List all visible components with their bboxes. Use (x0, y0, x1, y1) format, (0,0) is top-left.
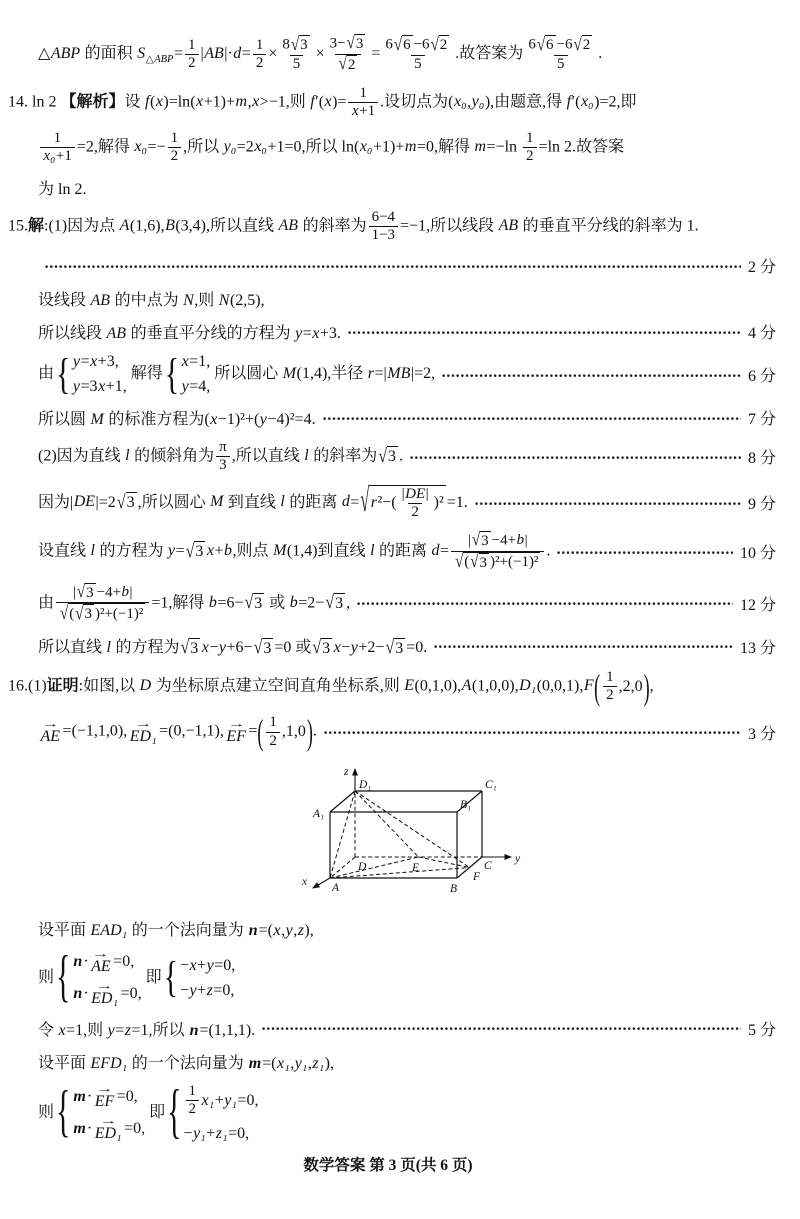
score-label: 5 分 (747, 1021, 776, 1039)
score-label: 6 分 (747, 368, 776, 385)
dotted-leader (348, 331, 741, 335)
line-text: 设平面 EFD₁ 的一个法向量为 m=(x₁,y₁,z₁), (38, 1054, 334, 1072)
vertex-label-c1: C₁ (485, 778, 497, 791)
line-text: 设平面 EAD₁ 的一个法向量为 n=(x,y,z), (38, 921, 314, 939)
doc-line-1 (0, 34, 776, 75)
line-text: △ABP 的面积 $S_{\triangle ABP}=$ $\frac{1}{2}$ |AB|·d= $\frac{1}{2}$ × 8 √ 3 5 × 3− √ 3 √ 2 = 6 √ 6 −6 √ 2 5 .故答案为 6 √ 6 −6 √ 2 5 . (38, 34, 603, 74)
dotted-leader (410, 456, 741, 460)
line-text: 由 { y=x+3, y=3x+1, 解得 { x=1, y=4, 所以圆心 M(1,4),半径 r=|MB|=2, (38, 350, 436, 398)
vertex-label-a: A (332, 881, 340, 894)
doc-line-11 (0, 439, 776, 475)
line-text: 为 ln 2. (38, 180, 87, 198)
score-label: 12 分 (739, 596, 776, 614)
vertex-label-f: F (473, 870, 481, 883)
score-label: 9 分 (747, 496, 776, 514)
line-text: 则 { m · → EF =0, m · → ED₁ =0, 即 { $\frac{1}{2}$ x₁+y₁=0, −y₁+z₁=0, (38, 1078, 259, 1146)
doc-line-14 (0, 583, 776, 625)
dotted-leader (262, 1027, 741, 1031)
doc-line-16 (0, 666, 776, 707)
dotted-leader (442, 374, 741, 378)
line-text: 由 | √ 3 −4+b| √ ( √ 3 )²+(−1)² =1,解得 b=6− √ 3 或 b=2− √ 3 , (38, 582, 351, 624)
line-text: 14. ln 2 【解析】设 f(x)=ln(x+1)+m,x>−1,则 f′(x)= $\frac{1}{x+1}$ .设切点为(x₀,y₀),由题意,得 f′(x₀)=2,即 (8, 84, 637, 119)
dotted-leader (323, 417, 741, 421)
doc-line-10 (0, 406, 776, 429)
dotted-leader (434, 645, 733, 649)
line-text: (2)因为直线 l 的倾斜角为 $\frac{\pi}{3}$ ,所以直线 l 的斜率为 √ 3 . (38, 439, 403, 474)
doc-line-13 (0, 531, 776, 573)
vertex-label-d1: D₁ (359, 778, 372, 791)
score-label: 2 分 (747, 259, 776, 276)
line-text: 令 x=1,则 y=z=1,所以 n=(1,1,1). (38, 1021, 256, 1039)
doc-line-21 (0, 1017, 776, 1040)
line-text: $\frac{1}{\text{x₀+1}}$ =2,解得 x₀=− $\frac{1}{2}$ ,所以 y₀=2x₀+1=0,所以 ln(x₀+1)+m=0,解得 m=−ln $\frac{1}{2}$ =ln 2.故答案 (38, 130, 624, 166)
vertex-label-c: C (484, 859, 492, 872)
cuboid-figure (298, 760, 530, 902)
vertex-label-b: B (450, 882, 458, 895)
dotted-leader (475, 502, 741, 506)
doc-line-3 (0, 130, 776, 166)
score-label: 7 分 (747, 411, 776, 428)
axis-label-y: y (515, 852, 521, 865)
doc-line-2 (0, 85, 776, 121)
line-text: 设线段 AB 的中点为 N,则 N(2,5), (38, 292, 265, 309)
doc-line-17 (0, 714, 776, 750)
doc-line-15 (0, 634, 776, 659)
line-text: 所以线段 AB 的垂直平分线的方程为 y=x+3. (38, 325, 341, 342)
dotted-leader (324, 731, 741, 735)
doc-line-22 (0, 1050, 776, 1073)
line-text: 15.解:(1)因为点 A(1,6),B(3,4),所以直线 AB 的斜率为 $\frac{6-4}{1-3}$ =−1,所以线段 AB 的垂直平分线的斜率为 1. (8, 208, 699, 243)
doc-line-12 (0, 485, 776, 522)
line-text: 所以圆 M 的标准方程为(x−1)²+(y−4)²=4. (38, 411, 316, 428)
line-text: → AE =(−1,1,0), → ED₁ =(0,−1,1), → EF = ( $\frac{1}{2}$ ,1,0 ) . (40, 712, 317, 752)
dotted-leader (45, 265, 741, 269)
line-text: 则 { n · → AE =0, n · → ED₁ =0, 即 { −x+y=0, −y+z=0, (38, 946, 236, 1009)
doc-line-8 (0, 320, 776, 343)
line-text: 设直线 l 的方程为 y= √ 3 x+b,则点 M(1,4)到直线 l 的距离 d= | √ 3 −4+b| √ ( √ 3 )²+(−1)² . (38, 531, 551, 572)
line-text: 16.(1)证明:如图,以 D 为坐标原点建立空间直角坐标系,则 E(0,1,0),A(1,0,0),D₁(0,0,1),F ( $\frac{1}{2}$ ,2,0 ) , (8, 666, 654, 707)
line-text: 因为|DE|=2 √ 3 ,所以圆心 M 到直线 l 的距离 d= √ r²−( $\frac{|DE|}{2}$ )² =1. (38, 484, 468, 520)
vertex-label-d: D (358, 860, 367, 873)
doc-line-20 (0, 946, 776, 1009)
doc-line-9 (0, 350, 776, 398)
doc-line-7 (0, 287, 776, 310)
score-label: 4 分 (747, 325, 776, 342)
score-label: 10 分 (739, 545, 776, 563)
vertex-label-b1: B₁ (460, 798, 472, 811)
score-label: 8 分 (747, 450, 776, 468)
doc-line-19 (0, 917, 776, 940)
doc-line-23 (0, 1078, 776, 1146)
line-text: 所以直线 l 的方程为 √ 3 x−y+6− √ 3 =0 或 √ 3 x−y+2− √ 3 =0. (38, 637, 428, 659)
score-label: 3 分 (747, 725, 776, 743)
figure-block (298, 760, 776, 907)
dotted-leader (557, 551, 733, 555)
score-label: 13 分 (739, 639, 776, 657)
page-footer: 数学答案 第 3 页(共 6 页) (303, 1157, 473, 1175)
doc-line-5 (0, 209, 776, 245)
axis-label-z: z (344, 765, 349, 778)
doc-line-6 (0, 254, 776, 277)
dotted-leader (357, 602, 733, 606)
doc-line-4 (0, 176, 776, 199)
vertex-label-a1: A₁ (313, 807, 325, 820)
vertex-label-e: E (412, 861, 420, 874)
axis-label-x: x (302, 875, 308, 888)
